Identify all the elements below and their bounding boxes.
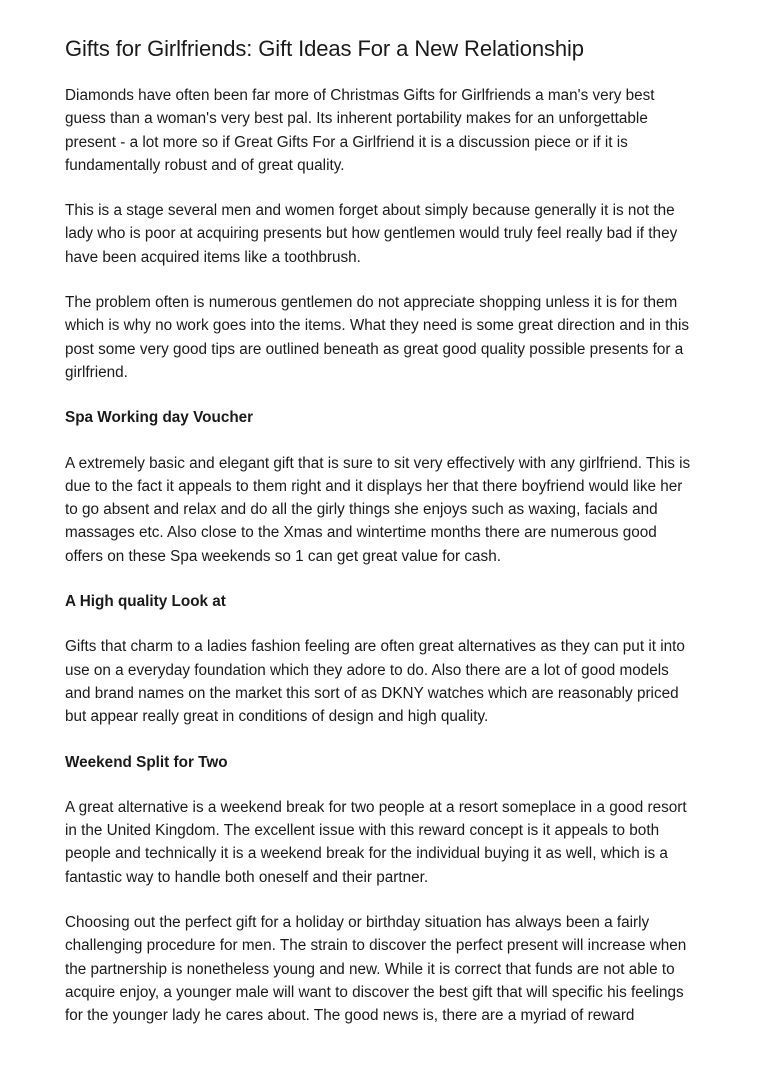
text-line: Gifts that charm to a ladies fashion feeling are often great alternatives as they can put it into <box>65 638 685 656</box>
document-page <box>65 34 715 1050</box>
text-line: post some very good tips are outlined beneath as great good quality possible presents for a <box>65 340 684 358</box>
text-line: offers on these Spa weekends so 1 can get great value for cash. <box>65 547 501 565</box>
paragraph-intro <box>65 84 715 177</box>
paragraph-choosing <box>65 911 715 1027</box>
paragraph-stage <box>65 199 715 269</box>
page-title: Gifts for Girlfriends: Gift Ideas For a New Relationship <box>65 36 584 61</box>
text-line: which is why no work goes into the items. What they need is some great direction and in this <box>65 317 690 335</box>
text-line: but appear really great in conditions of design and high quality. <box>65 708 489 726</box>
text-line: A extremely basic and elegant gift that is sure to sit very effectively with any girlfriend. This is <box>65 454 691 472</box>
text-line: This is a stage several men and women forget about simply because generally it is not the <box>65 202 675 220</box>
text-line: the partnership is nonetheless young and new. While it is correct that funds are not able to <box>65 960 675 978</box>
text-line: to go absent and relax and do all the girly things she enjoys such as waxing, facials and <box>65 501 658 519</box>
section-heading-spa: Spa Working day Voucher <box>65 409 254 427</box>
text-line: lady who is poor at acquiring presents but how gentlemen would truly feel really bad if they <box>65 225 678 243</box>
text-line: challenging procedure for men. The strain to discover the perfect present will increase when <box>65 937 687 955</box>
text-line: and brand names on the market this sort of as DKNY watches which are reasonably priced <box>65 684 679 702</box>
text-line: Choosing out the perfect gift for a holiday or birthday situation has always been a fairly <box>65 914 650 932</box>
paragraph-problem <box>65 291 715 384</box>
paragraph-spa <box>65 452 715 568</box>
section-heading-watch: A High quality Look at <box>65 593 226 611</box>
text-line: in the United Kingdom. The excellent issue with this reward concept is it appeals to both <box>65 822 660 840</box>
text-line: for the younger lady he cares about. The good news is, there are a myriad of reward <box>65 1007 635 1025</box>
paragraph-watch <box>65 635 715 728</box>
text-line: present - a lot more so if Great Gifts For a Girlfriend it is a discussion piece or if it is <box>65 133 628 151</box>
text-line: Diamonds have often been far more of Christmas Gifts for Girlfriends a man's very best <box>65 87 655 104</box>
text-line: acquire enjoy, a younger male will want to discover the best gift that will specific his feelings <box>65 983 684 1001</box>
text-line: people and technically it is a weekend break for the individual buying it as well, which is a <box>65 845 668 863</box>
text-line: fundamentally robust and of great quality. <box>65 156 345 174</box>
section-heading-weekend: Weekend Split for Two <box>65 753 228 771</box>
paragraph-weekend <box>65 796 715 889</box>
text-line: due to the fact it appeals to them right and it displays her that there boyfriend would like her <box>65 477 683 495</box>
text-line: have been acquired items like a toothbrush. <box>65 248 361 266</box>
text-line: use on a everyday foundation which they adore to do. Also there are a lot of good models <box>65 661 669 679</box>
text-line: The problem often is numerous gentlemen do not appreciate shopping unless it is for them <box>65 294 678 312</box>
text-line: massages etc. Also close to the Xmas and wintertime months there are numerous good <box>65 524 657 542</box>
text-line: girlfriend. <box>65 363 128 381</box>
text-line: A great alternative is a weekend break for two people at a resort someplace in a good resort <box>65 798 687 816</box>
text-line: fantastic way to handle both oneself and their partner. <box>65 868 429 886</box>
text-line: guess than a woman's very best pal. Its inherent portability makes for an unforgettable <box>65 110 648 128</box>
